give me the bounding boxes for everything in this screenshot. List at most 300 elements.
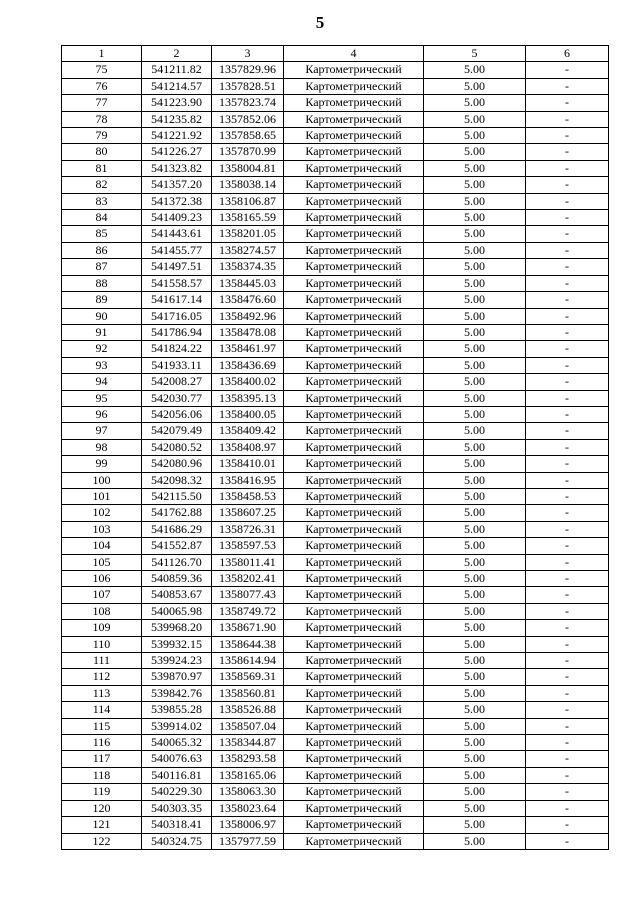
accuracy-cell: 5.00 <box>424 390 526 406</box>
column-header: 2 <box>142 46 212 62</box>
accuracy-cell: 5.00 <box>424 669 526 685</box>
x-coordinate-cell: 541617.14 <box>142 292 212 308</box>
point-number-cell: 105 <box>62 554 142 570</box>
method-cell: Картометрический <box>284 242 424 258</box>
note-cell: - <box>526 292 609 308</box>
y-coordinate-cell: 1358445.03 <box>212 275 284 291</box>
point-number-cell: 90 <box>62 308 142 324</box>
x-coordinate-cell: 541762.88 <box>142 505 212 521</box>
x-coordinate-cell: 542080.52 <box>142 439 212 455</box>
method-cell: Картометрический <box>284 571 424 587</box>
note-cell: - <box>526 521 609 537</box>
point-number-cell: 111 <box>62 653 142 669</box>
table-row <box>62 488 609 504</box>
y-coordinate-cell: 1358165.06 <box>212 767 284 783</box>
accuracy-cell: 5.00 <box>424 177 526 193</box>
method-cell: Картометрический <box>284 144 424 160</box>
table-row <box>62 259 609 275</box>
x-coordinate-cell: 541357.20 <box>142 177 212 193</box>
point-number-cell: 121 <box>62 817 142 833</box>
table-row <box>62 439 609 455</box>
y-coordinate-cell: 1358569.31 <box>212 669 284 685</box>
x-coordinate-cell: 541323.82 <box>142 160 212 176</box>
accuracy-cell: 5.00 <box>424 735 526 751</box>
table-row <box>62 357 609 373</box>
point-number-cell: 106 <box>62 571 142 587</box>
accuracy-cell: 5.00 <box>424 702 526 718</box>
accuracy-cell: 5.00 <box>424 505 526 521</box>
point-number-cell: 75 <box>62 62 142 78</box>
note-cell: - <box>526 456 609 472</box>
method-cell: Картометрический <box>284 193 424 209</box>
note-cell: - <box>526 767 609 783</box>
point-number-cell: 84 <box>62 210 142 226</box>
table-row <box>62 571 609 587</box>
x-coordinate-cell: 542098.32 <box>142 472 212 488</box>
accuracy-cell: 5.00 <box>424 833 526 849</box>
y-coordinate-cell: 1358106.87 <box>212 193 284 209</box>
table-row <box>62 95 609 111</box>
method-cell: Картометрический <box>284 406 424 422</box>
x-coordinate-cell: 541497.51 <box>142 259 212 275</box>
accuracy-cell: 5.00 <box>424 242 526 258</box>
method-cell: Картометрический <box>284 226 424 242</box>
note-cell: - <box>526 587 609 603</box>
table-row <box>62 538 609 554</box>
method-cell: Картометрический <box>284 587 424 603</box>
accuracy-cell: 5.00 <box>424 210 526 226</box>
method-cell: Картометрический <box>284 390 424 406</box>
accuracy-cell: 5.00 <box>424 784 526 800</box>
note-cell: - <box>526 833 609 849</box>
note-cell: - <box>526 275 609 291</box>
point-number-cell: 82 <box>62 177 142 193</box>
method-cell: Картометрический <box>284 62 424 78</box>
point-number-cell: 80 <box>62 144 142 160</box>
x-coordinate-cell: 540065.32 <box>142 735 212 751</box>
table-body <box>62 62 609 850</box>
x-coordinate-cell: 541558.57 <box>142 275 212 291</box>
column-header: 4 <box>284 46 424 62</box>
point-number-cell: 109 <box>62 620 142 636</box>
point-number-cell: 116 <box>62 735 142 751</box>
table-row <box>62 177 609 193</box>
table-row <box>62 800 609 816</box>
method-cell: Картометрический <box>284 702 424 718</box>
table-row <box>62 62 609 78</box>
y-coordinate-cell: 1358597.53 <box>212 538 284 554</box>
method-cell: Картометрический <box>284 521 424 537</box>
point-number-cell: 89 <box>62 292 142 308</box>
accuracy-cell: 5.00 <box>424 521 526 537</box>
table-row <box>62 292 609 308</box>
point-number-cell: 78 <box>62 111 142 127</box>
y-coordinate-cell: 1358607.25 <box>212 505 284 521</box>
table-row <box>62 160 609 176</box>
note-cell: - <box>526 439 609 455</box>
note-cell: - <box>526 341 609 357</box>
table-row <box>62 390 609 406</box>
x-coordinate-cell: 539932.15 <box>142 636 212 652</box>
method-cell: Картометрический <box>284 357 424 373</box>
page-number: 5 <box>315 13 325 32</box>
y-coordinate-cell: 1358410.01 <box>212 456 284 472</box>
y-coordinate-cell: 1358436.69 <box>212 357 284 373</box>
table-row <box>62 718 609 734</box>
y-coordinate-cell: 1358165.59 <box>212 210 284 226</box>
x-coordinate-cell: 542030.77 <box>142 390 212 406</box>
y-coordinate-cell: 1358526.88 <box>212 702 284 718</box>
note-cell: - <box>526 571 609 587</box>
point-number-cell: 94 <box>62 374 142 390</box>
accuracy-cell: 5.00 <box>424 653 526 669</box>
y-coordinate-cell: 1358614.94 <box>212 653 284 669</box>
accuracy-cell: 5.00 <box>424 78 526 94</box>
point-number-cell: 101 <box>62 488 142 504</box>
note-cell: - <box>526 653 609 669</box>
accuracy-cell: 5.00 <box>424 636 526 652</box>
y-coordinate-cell: 1357870.99 <box>212 144 284 160</box>
table-row <box>62 817 609 833</box>
table-row <box>62 128 609 144</box>
x-coordinate-cell: 541933.11 <box>142 357 212 373</box>
point-number-cell: 115 <box>62 718 142 734</box>
note-cell: - <box>526 259 609 275</box>
note-cell: - <box>526 735 609 751</box>
table-row <box>62 505 609 521</box>
note-cell: - <box>526 357 609 373</box>
note-cell: - <box>526 702 609 718</box>
x-coordinate-cell: 541235.82 <box>142 111 212 127</box>
accuracy-cell: 5.00 <box>424 259 526 275</box>
y-coordinate-cell: 1358492.96 <box>212 308 284 324</box>
point-number-cell: 117 <box>62 751 142 767</box>
y-coordinate-cell: 1358202.41 <box>212 571 284 587</box>
point-number-cell: 107 <box>62 587 142 603</box>
x-coordinate-cell: 541443.61 <box>142 226 212 242</box>
point-number-cell: 114 <box>62 702 142 718</box>
method-cell: Картометрический <box>284 292 424 308</box>
accuracy-cell: 5.00 <box>424 341 526 357</box>
y-coordinate-cell: 1358560.81 <box>212 685 284 701</box>
y-coordinate-cell: 1358063.30 <box>212 784 284 800</box>
accuracy-cell: 5.00 <box>424 374 526 390</box>
note-cell: - <box>526 423 609 439</box>
note-cell: - <box>526 406 609 422</box>
x-coordinate-cell: 539870.97 <box>142 669 212 685</box>
note-cell: - <box>526 62 609 78</box>
accuracy-cell: 5.00 <box>424 439 526 455</box>
method-cell: Картометрический <box>284 177 424 193</box>
y-coordinate-cell: 1358476.60 <box>212 292 284 308</box>
accuracy-cell: 5.00 <box>424 587 526 603</box>
table-row <box>62 767 609 783</box>
note-cell: - <box>526 144 609 160</box>
point-number-cell: 103 <box>62 521 142 537</box>
point-number-cell: 122 <box>62 833 142 849</box>
point-number-cell: 97 <box>62 423 142 439</box>
note-cell: - <box>526 505 609 521</box>
y-coordinate-cell: 1358274.57 <box>212 242 284 258</box>
method-cell: Картометрический <box>284 472 424 488</box>
accuracy-cell: 5.00 <box>424 800 526 816</box>
point-number-cell: 113 <box>62 685 142 701</box>
table-row <box>62 603 609 619</box>
note-cell: - <box>526 324 609 340</box>
y-coordinate-cell: 1358478.08 <box>212 324 284 340</box>
x-coordinate-cell: 542008.27 <box>142 374 212 390</box>
point-number-cell: 76 <box>62 78 142 94</box>
method-cell: Картометрический <box>284 324 424 340</box>
x-coordinate-cell: 539968.20 <box>142 620 212 636</box>
point-number-cell: 110 <box>62 636 142 652</box>
point-number-cell: 95 <box>62 390 142 406</box>
x-coordinate-cell: 540116.81 <box>142 767 212 783</box>
note-cell: - <box>526 210 609 226</box>
accuracy-cell: 5.00 <box>424 488 526 504</box>
method-cell: Картометрический <box>284 538 424 554</box>
method-cell: Картометрический <box>284 275 424 291</box>
table-row <box>62 554 609 570</box>
x-coordinate-cell: 540303.35 <box>142 800 212 816</box>
x-coordinate-cell: 540318.41 <box>142 817 212 833</box>
x-coordinate-cell: 542080.96 <box>142 456 212 472</box>
method-cell: Картометрический <box>284 636 424 652</box>
method-cell: Картометрический <box>284 669 424 685</box>
point-number-cell: 100 <box>62 472 142 488</box>
accuracy-cell: 5.00 <box>424 538 526 554</box>
x-coordinate-cell: 541824.22 <box>142 341 212 357</box>
y-coordinate-cell: 1357828.51 <box>212 78 284 94</box>
y-coordinate-cell: 1358395.13 <box>212 390 284 406</box>
y-coordinate-cell: 1357829.96 <box>212 62 284 78</box>
point-number-cell: 118 <box>62 767 142 783</box>
x-coordinate-cell: 541552.87 <box>142 538 212 554</box>
x-coordinate-cell: 540853.67 <box>142 587 212 603</box>
method-cell: Картометрический <box>284 603 424 619</box>
point-number-cell: 86 <box>62 242 142 258</box>
note-cell: - <box>526 226 609 242</box>
note-cell: - <box>526 784 609 800</box>
x-coordinate-cell: 542056.06 <box>142 406 212 422</box>
point-number-cell: 119 <box>62 784 142 800</box>
accuracy-cell: 5.00 <box>424 324 526 340</box>
accuracy-cell: 5.00 <box>424 685 526 701</box>
note-cell: - <box>526 685 609 701</box>
y-coordinate-cell: 1358344.87 <box>212 735 284 751</box>
x-coordinate-cell: 541686.29 <box>142 521 212 537</box>
x-coordinate-cell: 541226.27 <box>142 144 212 160</box>
accuracy-cell: 5.00 <box>424 456 526 472</box>
note-cell: - <box>526 193 609 209</box>
y-coordinate-cell: 1358749.72 <box>212 603 284 619</box>
table-header <box>62 46 609 62</box>
accuracy-cell: 5.00 <box>424 292 526 308</box>
column-header: 1 <box>62 46 142 62</box>
method-cell: Картометрический <box>284 341 424 357</box>
note-cell: - <box>526 538 609 554</box>
method-cell: Картометрический <box>284 456 424 472</box>
note-cell: - <box>526 95 609 111</box>
table-row <box>62 636 609 652</box>
y-coordinate-cell: 1358726.31 <box>212 521 284 537</box>
accuracy-cell: 5.00 <box>424 357 526 373</box>
point-number-cell: 87 <box>62 259 142 275</box>
y-coordinate-cell: 1358374.35 <box>212 259 284 275</box>
x-coordinate-cell: 540076.63 <box>142 751 212 767</box>
table-row <box>62 406 609 422</box>
method-cell: Картометрический <box>284 128 424 144</box>
x-coordinate-cell: 541409.23 <box>142 210 212 226</box>
method-cell: Картометрический <box>284 653 424 669</box>
table-row <box>62 374 609 390</box>
method-cell: Картометрический <box>284 817 424 833</box>
y-coordinate-cell: 1358644.38 <box>212 636 284 652</box>
method-cell: Картометрический <box>284 210 424 226</box>
x-coordinate-cell: 539842.76 <box>142 685 212 701</box>
table-row <box>62 111 609 127</box>
y-coordinate-cell: 1358011.41 <box>212 554 284 570</box>
x-coordinate-cell: 540324.75 <box>142 833 212 849</box>
table-row <box>62 456 609 472</box>
y-coordinate-cell: 1358400.02 <box>212 374 284 390</box>
method-cell: Картометрический <box>284 95 424 111</box>
accuracy-cell: 5.00 <box>424 603 526 619</box>
table-row <box>62 472 609 488</box>
point-number-cell: 102 <box>62 505 142 521</box>
accuracy-cell: 5.00 <box>424 95 526 111</box>
point-number-cell: 96 <box>62 406 142 422</box>
method-cell: Картометрический <box>284 111 424 127</box>
method-cell: Картометрический <box>284 160 424 176</box>
table-row <box>62 833 609 849</box>
accuracy-cell: 5.00 <box>424 751 526 767</box>
accuracy-cell: 5.00 <box>424 308 526 324</box>
point-number-cell: 85 <box>62 226 142 242</box>
column-header: 3 <box>212 46 284 62</box>
table-row <box>62 78 609 94</box>
note-cell: - <box>526 636 609 652</box>
accuracy-cell: 5.00 <box>424 160 526 176</box>
x-coordinate-cell: 541214.57 <box>142 78 212 94</box>
method-cell: Картометрический <box>284 751 424 767</box>
x-coordinate-cell: 542079.49 <box>142 423 212 439</box>
column-header: 6 <box>526 46 609 62</box>
y-coordinate-cell: 1357852.06 <box>212 111 284 127</box>
point-number-cell: 79 <box>62 128 142 144</box>
point-number-cell: 92 <box>62 341 142 357</box>
note-cell: - <box>526 160 609 176</box>
method-cell: Картометрический <box>284 784 424 800</box>
note-cell: - <box>526 751 609 767</box>
accuracy-cell: 5.00 <box>424 128 526 144</box>
table-row <box>62 521 609 537</box>
accuracy-cell: 5.00 <box>424 718 526 734</box>
y-coordinate-cell: 1358004.81 <box>212 160 284 176</box>
y-coordinate-cell: 1358671.90 <box>212 620 284 636</box>
x-coordinate-cell: 541223.90 <box>142 95 212 111</box>
point-number-cell: 77 <box>62 95 142 111</box>
point-number-cell: 120 <box>62 800 142 816</box>
note-cell: - <box>526 472 609 488</box>
point-number-cell: 83 <box>62 193 142 209</box>
table-row <box>62 653 609 669</box>
method-cell: Картометрический <box>284 800 424 816</box>
x-coordinate-cell: 541716.05 <box>142 308 212 324</box>
method-cell: Картометрический <box>284 259 424 275</box>
accuracy-cell: 5.00 <box>424 571 526 587</box>
note-cell: - <box>526 669 609 685</box>
point-number-cell: 112 <box>62 669 142 685</box>
table-row <box>62 735 609 751</box>
point-number-cell: 88 <box>62 275 142 291</box>
note-cell: - <box>526 718 609 734</box>
table-row <box>62 685 609 701</box>
accuracy-cell: 5.00 <box>424 275 526 291</box>
table-row <box>62 193 609 209</box>
x-coordinate-cell: 539924.23 <box>142 653 212 669</box>
accuracy-cell: 5.00 <box>424 406 526 422</box>
accuracy-cell: 5.00 <box>424 111 526 127</box>
x-coordinate-cell: 539855.28 <box>142 702 212 718</box>
note-cell: - <box>526 128 609 144</box>
y-coordinate-cell: 1358006.97 <box>212 817 284 833</box>
y-coordinate-cell: 1358461.97 <box>212 341 284 357</box>
table-row <box>62 275 609 291</box>
point-number-cell: 108 <box>62 603 142 619</box>
method-cell: Картометрический <box>284 308 424 324</box>
y-coordinate-cell: 1358293.58 <box>212 751 284 767</box>
table-row <box>62 702 609 718</box>
note-cell: - <box>526 177 609 193</box>
note-cell: - <box>526 817 609 833</box>
point-number-cell: 104 <box>62 538 142 554</box>
table-row <box>62 324 609 340</box>
accuracy-cell: 5.00 <box>424 767 526 783</box>
note-cell: - <box>526 554 609 570</box>
table-row <box>62 751 609 767</box>
x-coordinate-cell: 541211.82 <box>142 62 212 78</box>
method-cell: Картометрический <box>284 439 424 455</box>
y-coordinate-cell: 1357977.59 <box>212 833 284 849</box>
table-row <box>62 242 609 258</box>
column-header: 5 <box>424 46 526 62</box>
method-cell: Картометрический <box>284 767 424 783</box>
y-coordinate-cell: 1358408.97 <box>212 439 284 455</box>
accuracy-cell: 5.00 <box>424 472 526 488</box>
accuracy-cell: 5.00 <box>424 554 526 570</box>
method-cell: Картометрический <box>284 735 424 751</box>
note-cell: - <box>526 242 609 258</box>
method-cell: Картометрический <box>284 505 424 521</box>
table-row <box>62 784 609 800</box>
table-row <box>62 308 609 324</box>
point-number-cell: 93 <box>62 357 142 373</box>
table-row <box>62 669 609 685</box>
method-cell: Картометрический <box>284 685 424 701</box>
coordinates-table <box>61 45 609 850</box>
x-coordinate-cell: 540229.30 <box>142 784 212 800</box>
accuracy-cell: 5.00 <box>424 817 526 833</box>
y-coordinate-cell: 1358507.04 <box>212 718 284 734</box>
table-row <box>62 587 609 603</box>
table-row <box>62 144 609 160</box>
note-cell: - <box>526 308 609 324</box>
note-cell: - <box>526 390 609 406</box>
x-coordinate-cell: 541372.38 <box>142 193 212 209</box>
note-cell: - <box>526 488 609 504</box>
method-cell: Картометрический <box>284 423 424 439</box>
